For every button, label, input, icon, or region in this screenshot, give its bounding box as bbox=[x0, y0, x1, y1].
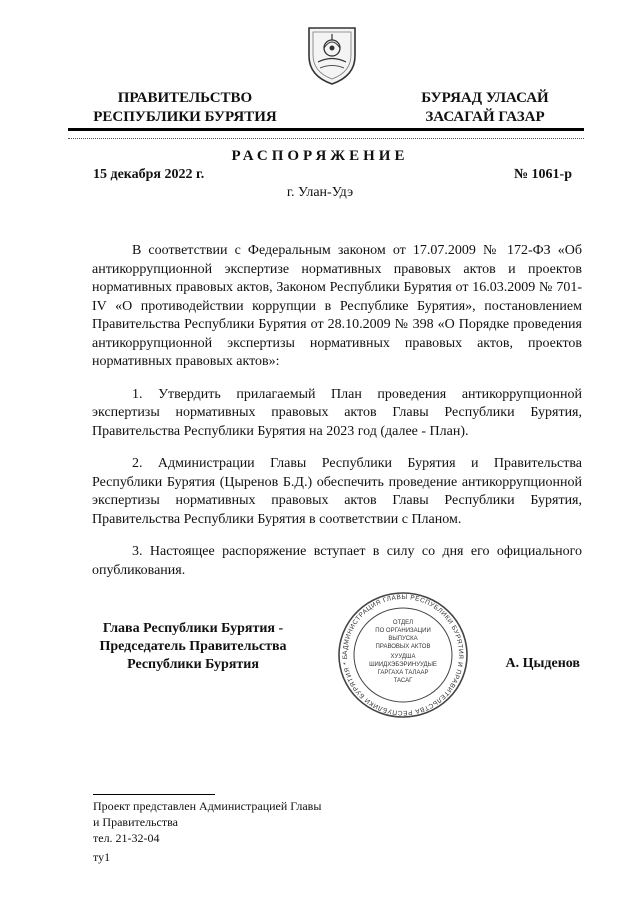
government-name-line1: ПРАВИТЕЛЬСТВО bbox=[117, 90, 253, 106]
item-2-paragraph: 2. Администрации Главы Республики Бурятия и Правительства Республики Бурятия (Цыренов Б.Д.) обеспечить проведение антикоррупционной экспертизы нормативных правовых актов Главы Республики Бурятия, Правительства Республики Бурятия в соответствии с Планом. bbox=[92, 456, 582, 527]
document-body bbox=[92, 242, 582, 592]
signatory-title-line3: Республики Бурятия bbox=[127, 657, 259, 672]
signatory-title bbox=[78, 620, 308, 674]
item-1-paragraph: 1. Утвердить прилагаемый План проведения антикоррупционной экспертизы нормативных правовых актов Главы Республики Бурятия, Правительства Республики Бурятия на 2023 год (далее - План). bbox=[92, 386, 582, 439]
document-number: № 1061-р bbox=[513, 167, 572, 182]
footnote-line2: и Правительства bbox=[93, 815, 178, 829]
seal-line: ПРАВОВЫХ АКТОВ bbox=[375, 644, 431, 650]
signatory-name: А. Цыденов bbox=[505, 656, 580, 671]
government-name-buryat-line2: ЗАСАГАЙ ГАЗАР bbox=[425, 109, 545, 125]
document-title: РАСПОРЯЖЕНИЕ bbox=[231, 148, 409, 164]
header-dotted-rule bbox=[68, 138, 584, 139]
document-city: г. Улан-Удэ bbox=[286, 185, 354, 200]
seal-line: ВЫПУСКА bbox=[388, 636, 418, 642]
footnote-rule bbox=[93, 794, 215, 795]
seal-line: ТАСАГ bbox=[393, 678, 413, 684]
header-right bbox=[405, 89, 565, 127]
seal-line: ШИИДХЭБЭРИНУУДЫЕ bbox=[369, 662, 437, 668]
coat-of-arms-emblem bbox=[303, 22, 361, 86]
seal-line: ОТДЕЛ bbox=[392, 620, 414, 626]
document-date: 15 декабря 2022 г. bbox=[93, 167, 205, 182]
seal-line: ГАРГАХА ТАЛААР bbox=[377, 670, 429, 676]
document-code: ту1 bbox=[93, 850, 111, 864]
signatory-title-line1: Глава Республики Бурятия - bbox=[102, 621, 284, 636]
government-name-line2: РЕСПУБЛИКИ БУРЯТИЯ bbox=[93, 109, 277, 125]
header-rule bbox=[68, 128, 584, 131]
signatory-title-line2: Председатель Правительства bbox=[99, 639, 287, 654]
footnote-line1: Проект представлен Администрацией Главы bbox=[93, 799, 322, 813]
seal-line: ХУУДША bbox=[390, 654, 416, 660]
official-seal-stamp bbox=[333, 590, 473, 720]
footnote bbox=[93, 798, 393, 846]
header-left bbox=[75, 89, 295, 127]
government-name-buryat-line1: БУРЯАД УЛАСАЙ bbox=[421, 90, 549, 106]
seal-line: ПО ОРГАНИЗАЦИИ bbox=[375, 628, 431, 634]
preamble-paragraph: В соответствии с Федеральным законом от 17.07.2009 № 172-ФЗ «Об антикоррупционной экспертизе нормативных правовых актов и проектов нормативных правовых актов, Законом Республики Бурятия от 16.03.2009 № 701-IV «О противодействии коррупции в Республике Бурятия», постановлением Правительства Республики Бурятия от 28.10.2009 № 398 «О Порядке проведения антикоррупционной экспертизы нормативных правовых актов, проектов нормативных правовых актов»: bbox=[92, 243, 582, 369]
item-3-paragraph: 3. Настоящее распоряжение вступает в силу со дня его официального опубликования. bbox=[92, 544, 582, 578]
footnote-phone: тел. 21-32-04 bbox=[93, 831, 160, 845]
seal-outer-text: АДМИНИСТРАЦИЯ ГЛАВЫ РЕСПУБЛИКИ БУРЯТИЯ И ПРАВИТЕЛЬСТВА РЕСПУБЛИКИ БУРЯТИЯ * Б bbox=[341, 593, 465, 717]
